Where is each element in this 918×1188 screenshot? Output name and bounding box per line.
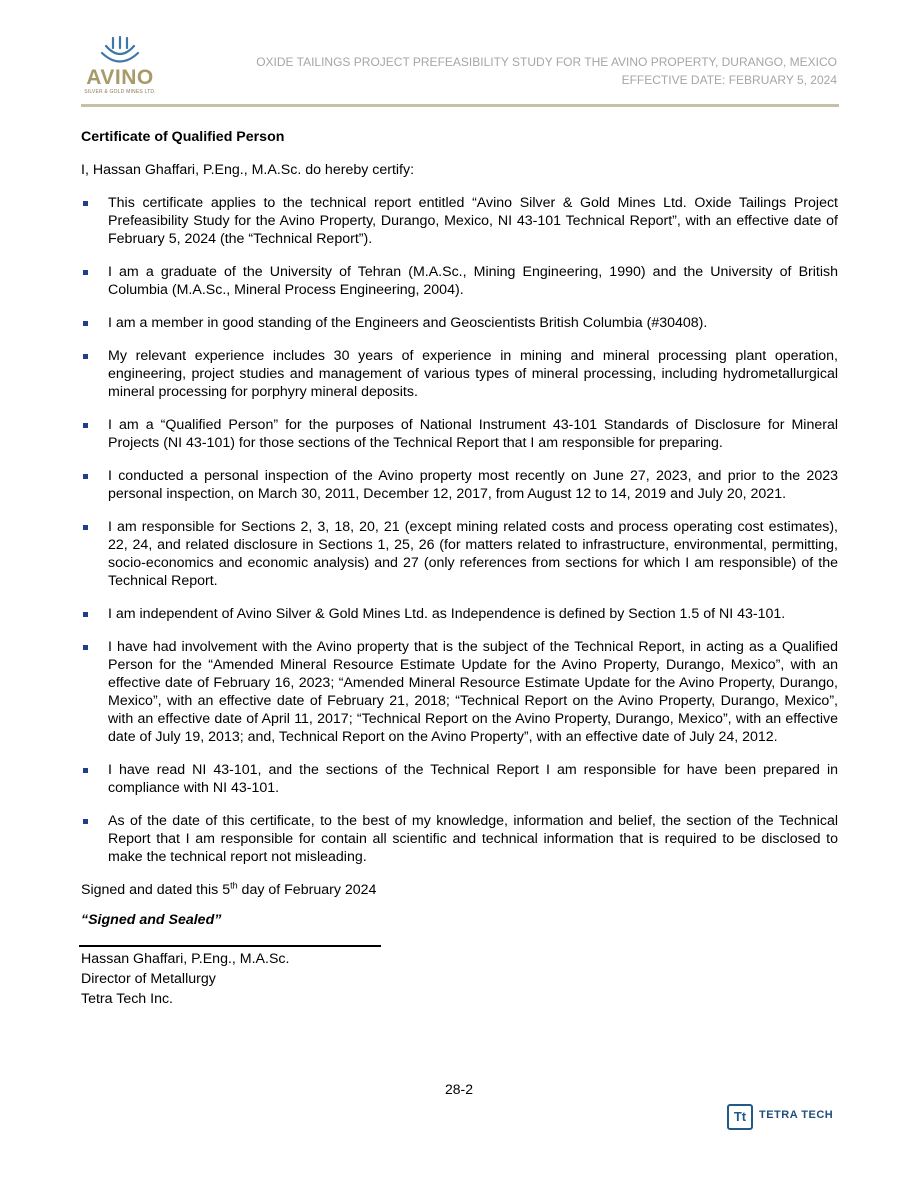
effective-date: EFFECTIVE DATE: FEBRUARY 5, 2024	[621, 73, 837, 87]
signed-date-ordinal: th	[230, 880, 238, 891]
list-item-text: I am responsible for Sections 2, 3, 18, 20, 21 (except mining related costs and process operating cost estimates), 22, 24, and related disclosure in Sections 1, 25, 26 (for matters related to infrastructure, environmental, permitting, socio-economics and economic analysis) and 27 (only references from sections for which I am responsible) of the Technical Report.	[108, 519, 838, 589]
signatory-position: Director of Metallurgy	[81, 971, 216, 987]
header-divider	[81, 104, 839, 107]
list-item-text: As of the date of this certificate, to the best of my knowledge, information and belief, the section of the Technical Report that I am responsible for contain all scientific and technical information that is required to be disclosed to make the technical report not misleading.	[108, 813, 838, 865]
signed-date	[81, 881, 838, 899]
list-item-text: This certificate applies to the technical report entitled “Avino Silver & Gold Mines Ltd. Oxide Tailings Project Prefeasibility Study for the Avino Property, Durango, Mexico, NI 43-101 Technical Report”, with an effective date of February 5, 2024 (the “Technical Report”).	[108, 195, 838, 247]
list-item	[81, 416, 838, 452]
list-item	[81, 194, 838, 248]
report-title: OXIDE TAILINGS PROJECT PREFEASIBILITY STUDY FOR THE AVINO PROPERTY, DURANGO, MEXICO	[256, 55, 837, 69]
bullet-icon	[83, 201, 88, 206]
list-item	[81, 518, 838, 590]
signatory-company: Tetra Tech Inc.	[81, 991, 174, 1007]
signed-and-sealed: “Signed and Sealed”	[81, 912, 222, 928]
certification-list	[81, 194, 838, 866]
header-text	[256, 53, 837, 89]
list-item	[81, 263, 838, 299]
logo-wordmark: AVINO	[86, 66, 154, 89]
bullet-icon	[83, 819, 88, 824]
list-item	[81, 812, 838, 866]
signatory-name: Hassan Ghaffari, P.Eng., M.A.Sc.	[81, 951, 290, 967]
bullet-icon	[83, 474, 88, 479]
certificate-title: Certificate of Qualified Person	[81, 129, 285, 145]
list-item	[81, 314, 838, 332]
signature-block	[81, 949, 838, 1009]
avino-emblem-icon	[100, 36, 140, 68]
list-item	[81, 605, 838, 623]
list-item-text: I have read NI 43-101, and the sections of the Technical Report I am responsible for have been prepared in compliance with NI 43-101.	[108, 762, 838, 796]
bullet-icon	[83, 612, 88, 617]
list-item	[81, 347, 838, 401]
logo-subtitle: SILVER & GOLD MINES LTD.	[84, 89, 156, 95]
bullet-icon	[83, 645, 88, 650]
bullet-icon	[83, 321, 88, 326]
certificate-intro: I, Hassan Ghaffari, P.Eng., M.A.Sc. do hereby certify:	[81, 162, 415, 178]
list-item-text: I am a “Qualified Person” for the purposes of National Instrument 43-101 Standards of Disclosure for Mineral Projects (NI 43-101) for those sections of the Technical Report that I am responsible for preparing.	[108, 417, 838, 451]
bullet-icon	[83, 768, 88, 773]
bullet-icon	[83, 270, 88, 275]
list-item-text: I conducted a personal inspection of the Avino property most recently on June 27, 2023, and prior to the 2023 personal inspection, on March 30, 2011, December 12, 2017, from August 12 to 14, 2019 and July 20, 2021.	[108, 468, 838, 502]
list-item	[81, 467, 838, 503]
bullet-icon	[83, 423, 88, 428]
tetra-tech-mark-icon: Tt	[727, 1104, 753, 1130]
page-header	[0, 0, 918, 110]
list-item-text: I have had involvement with the Avino property that is the subject of the Technical Report, in acting as a Qualified Person for the “Amended Mineral Resource Estimate Update for the Avino Property, Durango, Mexico”, with an effective date of February 16, 2023; “Amended Mineral Resource Estimate Update for the Avino Property, Durango, Mexico”, with an effective date of February 21, 2018; “Technical Report on the Avino Property, Durango, Mexico”, with an effective date of April 11, 2017; “Technical Report on the Avino Property, Durango, Mexico”, with an effective date of July 19, 2013; and, Technical Report on the Avino Property”, with an effective date of July 24, 2012.	[108, 639, 838, 745]
signed-date-suffix: day of February 2024	[237, 882, 377, 898]
avino-logo	[82, 36, 158, 98]
list-item-text: I am independent of Avino Silver & Gold Mines Ltd. as Independence is defined by Section 1.5 of NI 43-101.	[108, 606, 786, 622]
signature-line	[79, 945, 381, 947]
list-item-text: I am a graduate of the University of Tehran (M.A.Sc., Mining Engineering, 1990) and the University of British Columbia (M.A.Sc., Mineral Process Engineering, 2004).	[108, 264, 838, 298]
list-item-text: I am a member in good standing of the Engineers and Geoscientists British Columbia (#30408).	[108, 315, 708, 331]
list-item	[81, 638, 838, 746]
tetra-tech-wordmark: TETRA TECH	[759, 1109, 834, 1121]
page-number: 28-2	[444, 1081, 474, 1097]
list-item	[81, 761, 838, 797]
certificate-body	[81, 128, 838, 1009]
bullet-icon	[83, 525, 88, 530]
list-item-text: My relevant experience includes 30 years of experience in mining and mineral processing plant operation, engineering, project studies and management of various types of mineral processing, including hydrometallurgical mineral processing for porphyry mineral deposits.	[108, 348, 838, 400]
bullet-icon	[83, 354, 88, 359]
signed-date-prefix: Signed and dated this 5	[81, 882, 231, 898]
